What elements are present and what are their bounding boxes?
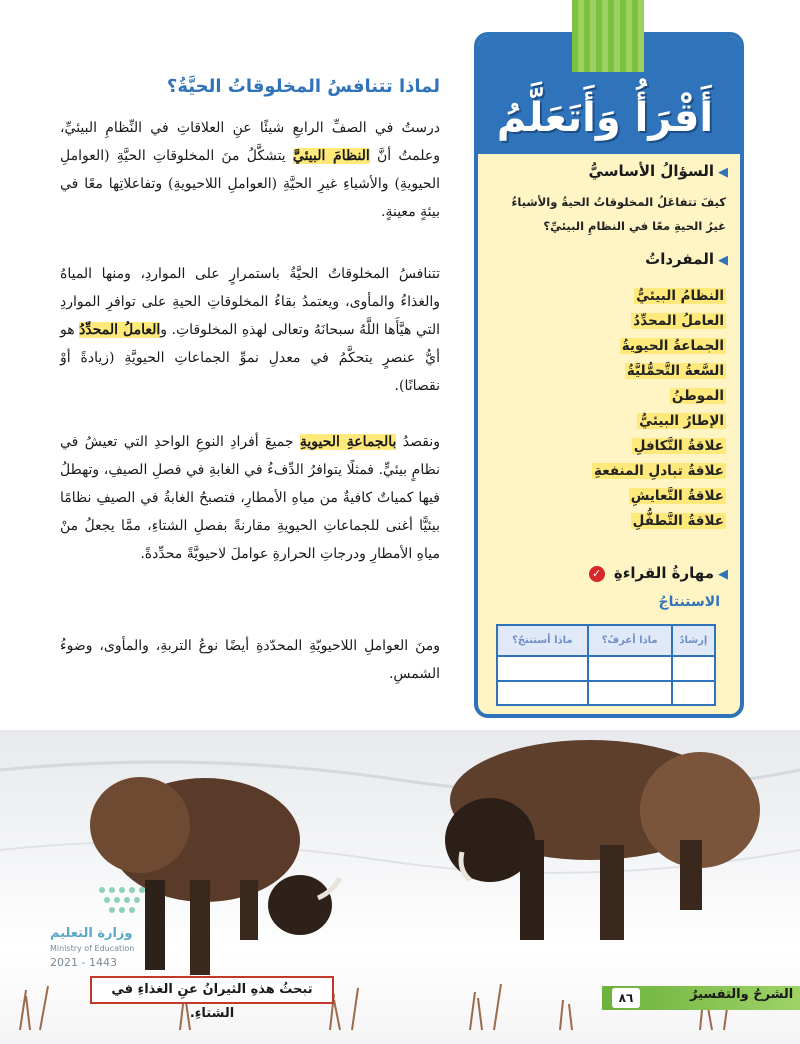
table-cell[interactable] (588, 656, 672, 680)
page-number: ٨٦ (612, 988, 640, 1008)
triangle-bullet-icon: ◀ (718, 567, 728, 582)
essential-question-text: كيفَ تتفاعَلُ المخلوقاتُ الحيةُ والأشياءُ غيرُ الحيةِ معًا في النظامِ البيئيِّ؟ (511, 195, 726, 233)
vocab-item: السَّعةُ التَّحمُّليَّةُ (626, 363, 724, 379)
bookmark-ribbon (572, 0, 644, 72)
vocab-item: علاقةُ التَّعايشِ (630, 488, 724, 504)
reading-skill-name: الاستنتاجُ (658, 594, 720, 610)
vocab-item: علاقةُ تبادلِ المنفعةِ (594, 463, 724, 479)
vocab-item: العاملُ المحدِّدُ (633, 313, 724, 329)
checkmark-icon: ✓ (589, 566, 605, 582)
essential-question-heading: ◀السؤالُ الأساسيُّ (588, 162, 728, 180)
highlight-term: بالجماعةِ الحيويةِ (299, 434, 397, 450)
vocab-item: علاقةُ التَّكافلِ (633, 438, 724, 454)
table-cell[interactable] (672, 681, 715, 705)
ministry-logo (92, 880, 172, 920)
vocab-item: الإطارُ البيئيُّ (639, 413, 724, 429)
highlight-term: النظامَ البيئيَّ (292, 148, 370, 164)
vocab-item: الجماعةُ الحيويةُ (621, 338, 724, 354)
table-cell[interactable] (497, 656, 588, 680)
paragraph: درستُ في الصفِّ الرابعِ شيئًا عنِ العلاقاتِ في النِّظامِ البيئيِّ، وعلمتُ أنَّ النظامَ البيئيَّ يتشكَّلُ منَ المخلوقاتِ الحيَّةِ (العواملِ الحيويةِ) والأشياءِ غيرِ الحيَّةِ (العواملِ اللاحيويةِ) وتفاعلاتِها معًا في بيئةٍ معينةٍ. (60, 120, 440, 220)
vocab-item: علاقةُ التَّطفُّلِ (632, 513, 724, 529)
table-row (497, 681, 715, 705)
table-header-cell: إرشادٌ (672, 625, 715, 656)
table-cell[interactable] (588, 681, 672, 705)
ministry-year: 2021 - 1443 (50, 956, 117, 969)
triangle-bullet-icon: ◀ (718, 165, 728, 180)
paragraph: ونقصدُ بالجماعةِ الحيويةِ جميعَ أفرادِ النوعِ الواحدِ التي تعيشُ في نظامٍ بيئيٍّ. فمثلًا يتوافرُ الدِّفءُ في الغابةِ في فصلِ الصيفِ، وتهطلُ فيها كمياتٌ كافيةٌ من مياهِ الأمطارِ، فتصبحُ الغابةُ في الصيفِ نظامًا بيئيًّا أغنى للجماعاتِ الحيويةِ مقارنةً بفصلِ الشتاءِ، ممَّا يجعلُ منْ مياهِ الأمطارِ ودرجاتِ الحرارةِ عواملَ لاحيويَّةً محدِّدةً. (60, 434, 441, 562)
sidebar-title: أَقْرَأُ وَأَتَعَلَّمُ (496, 95, 714, 141)
read-and-learn-box (474, 32, 744, 718)
bison-right (445, 740, 760, 940)
table-header-cell: ماذا أعرفُ؟ (588, 625, 672, 656)
paragraph: تتنافسُ المخلوقاتُ الحيَّةُ باستمرارٍ على المواردِ، ومنها المياهُ والغذاءُ والمأوى، ويعتمدُ بقاءُ المخلوقاتِ الحيةِ على توافرِ المواردِ التي هيَّأَها اللَّهُ سبحانَهُ وتعالى لهذهِ المخلوقاتِ. والعاملُ المحدِّدُ هو أيُّ عنصرٍ يتحكَّمُ في معدلِ نموِّ الجماعاتِ الحيويَّةِ (زيادةً أوْ نقصانًا). (60, 266, 440, 394)
triangle-bullet-icon: ◀ (718, 253, 728, 268)
footer-section-label: الشرحُ والتفسيرُ (690, 987, 794, 1002)
section-title: لماذا تتنافسُ المخلوقاتُ الحيَّةُ؟ (166, 76, 440, 97)
table-cell[interactable] (672, 656, 715, 680)
table-header-cell: ماذا أستنتجُ؟ (497, 625, 588, 656)
photo-caption: تبحثُ هذهِ الثيرانُ عنِ الغذاءِ في الشتاءِ. (90, 976, 334, 1004)
table-header-row (497, 625, 715, 656)
highlight-term: العاملُ المحدِّدُ (79, 322, 161, 338)
table-row (497, 656, 715, 680)
vocabulary-heading: ◀المفرداتُ (645, 250, 728, 268)
vocab-item: النظامُ البيئيُّ (636, 288, 724, 304)
table-cell[interactable] (497, 681, 588, 705)
vocab-item: الموطنُ (671, 388, 724, 404)
ministry-name-arabic: وزارة التعليم (50, 926, 133, 941)
reading-skill-heading: ◀مهارةُ القراءةِ ✓ (589, 564, 728, 582)
ministry-name-english: Ministry of Education (50, 944, 135, 953)
inference-table (496, 624, 716, 706)
paragraph: ومنَ العواملِ اللاحيويّةِ المحدّدةِ أيضًا نوعُ التربةِ، والمأوى، وضوءُ الشمسِ. (60, 638, 440, 682)
